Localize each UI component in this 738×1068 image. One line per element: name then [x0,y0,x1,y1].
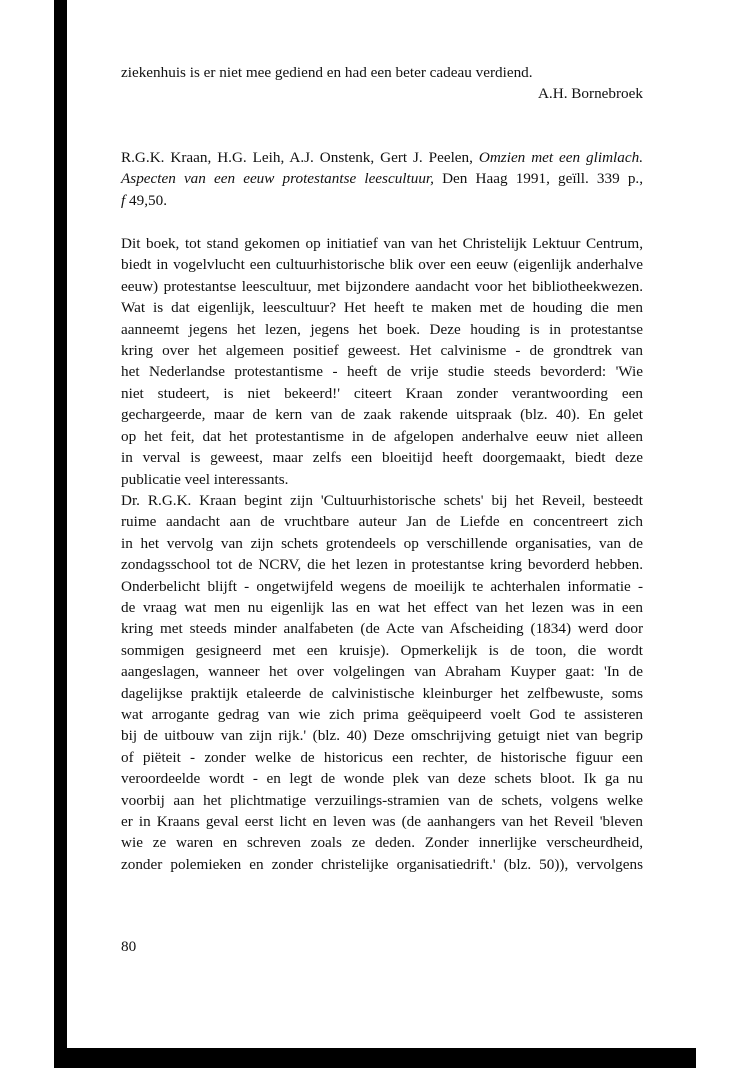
body-line: biedt in vogelvlucht een cultuurhistorische blik over een eeuw (eigenlijk anderhalve [121,256,643,274]
body-line: zonder polemieken en zonder christelijke organisatiedrift.' (blz. 50)), vervolgens [121,855,643,873]
citation-title-part1: Omzien met een glimlach. [478,148,643,166]
body-line: dagelijkse praktijk etaleerde de calvinistische kleinburger het zelfbewuste, soms [121,684,643,702]
body-line: het Nederlandse protestantisme - heeft de vrije studie steeds bevorderd: 'Wie [121,363,643,381]
body-line: Dr. R.G.K. Kraan begint zijn 'Cultuurhistorische schets' bij het Reveil, besteedt [121,491,643,509]
citation-line-2 [121,168,643,189]
body-line: sommigen gesigneerd met een kruisje). Opmerkelijk is de toon, die wordt [121,641,643,659]
body-line: voorbij aan het plichtmatige verzuilings-stramien van de schets, volgens welke [121,791,643,809]
body-line: niet studeert, is niet bekeerd!' citeert Kraan zonder verantwoording een [121,384,643,402]
body-line: zondagsschool tot de NCRV, die het lezen in protestantse kring bevorderd hebben. [121,556,643,574]
body-line: kring met steeds minder analfabeten (de Acte van Afscheiding (1834) werd door [121,620,643,638]
citation-line-1 [121,147,643,168]
body-line: in het vervolg van zijn schets grotendeels op verschillende organisaties, van de [121,534,643,552]
review-body [121,233,643,875]
citation-line-3 [121,190,643,211]
citation-publication: Den Haag 1991, geïll. 339 p., [442,170,644,188]
body-line: op het feit, dat het protestantisme in de afgelopen anderhalve eeuw niet alleen [121,427,643,445]
body-line: Wat is dat eigenlijk, leescultuur? Het heeft te maken met de houding die men [121,299,643,317]
body-line: er in Kraans geval eerst licht en leven was (de aanhangers van het Reveil 'bleven [121,813,643,830]
body-line: veroordeelde wordt - en legt de wonde plek van deze schets bloot. Ik ga nu [121,770,643,788]
page-number: 80 [121,938,137,955]
body-line: in verval is geweest, maar zelfs een bloeitijd heeft doorgemaakt, biedt deze [121,449,643,467]
body-line: wat arrogante gedrag van wie zich prima geëquipeerd voelt God te assisteren [121,705,643,723]
body-line: aangeslagen, wanneer het over volgelingen van Abraham Kuyper gaat: 'In de [121,663,643,681]
citation-price: 49,50. [129,191,167,209]
citation-title-part2: Aspecten van een eeuw protestantse leescultuur, [121,170,434,188]
body-line: bij de uitbouw van zijn rijk.' (blz. 40) Deze omschrijving getuigt niet van begrip [121,727,643,745]
body-line: publicatie veel interessants. [121,470,289,488]
citation-authors: R.G.K. Kraan, H.G. Leih, A.J. Onstenk, Gert J. Peelen, [121,148,473,166]
book-citation [121,147,643,211]
body-line: eeuw) protestantse leescultuur, met bijzondere aandacht voor het bibliotheekwezen. [121,277,643,295]
body-line: Onderbelicht blijft - ongetwijfeld wegens de moeilijk te achterhalen informatie - [121,577,643,595]
body-line: Dit boek, tot stand gekomen op initiatief van van het Christelijk Lektuur Centrum, [121,235,643,253]
citation-price-prefix: f [121,191,126,209]
page-content [121,62,643,875]
scan-border-bottom [54,1048,696,1068]
body-line: de vraag wat men nu eigenlijk las en wat het effect van het lezen was in een [121,598,643,616]
previous-review-ending: ziekenhuis is er niet mee gediend en had een beter cadeau verdiend. [121,64,533,81]
body-line: of piëteit - zonder welke de historicus een rechter, de historische figuur een [121,748,643,766]
body-line: kring over het algemeen positief geweest. Het calvinisme - de grondtrek van [121,342,643,360]
body-line: gechargeerde, maar de kern van de zaak rakende uitspraak (blz. 40). En gelet [121,406,643,424]
previous-review-author: A.H. Bornebroek [537,85,643,103]
scan-border-left [54,0,67,1068]
body-line: wie ze waren en schreven zoals ze deden. Zonder innerlijke verscheurdheid, [121,834,643,852]
body-line: aanneemt jegens het lezen, jegens het boek. Deze houding is in protestantse [121,320,643,338]
body-line: ruime aandacht aan de vruchtbare auteur Jan de Liefde en concentreert zich [121,513,643,531]
